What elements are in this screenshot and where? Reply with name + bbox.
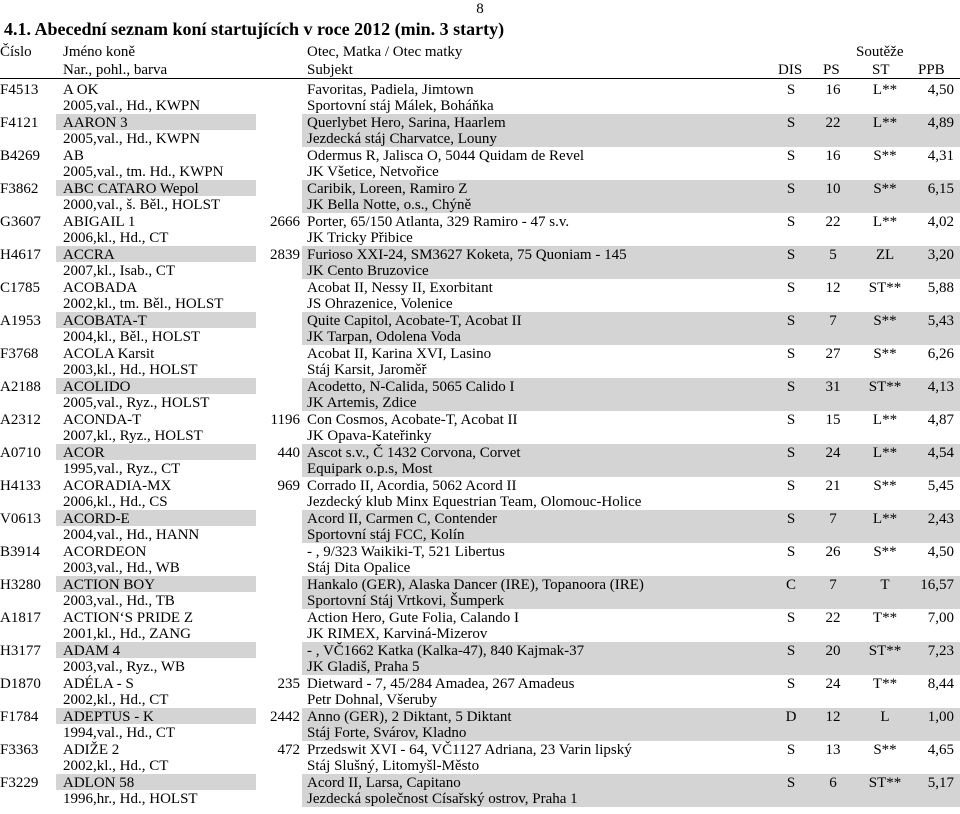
horse-starts: 31 bbox=[825, 379, 841, 395]
horse-code: H4617 bbox=[0, 247, 41, 263]
horse-description: 2005,val., Hd., KWPN bbox=[63, 131, 201, 147]
horse-discipline: S bbox=[786, 412, 796, 428]
horse-description: 2002,kl., Hd., CT bbox=[63, 758, 169, 774]
horse-discipline: D bbox=[785, 709, 797, 725]
horse-number: 472 bbox=[277, 742, 300, 758]
table-row bbox=[0, 279, 960, 312]
header-divider bbox=[0, 78, 960, 79]
horse-discipline: S bbox=[786, 181, 796, 197]
horse-starts: 7 bbox=[829, 313, 837, 329]
horse-ppb: 4,87 bbox=[927, 412, 954, 428]
header-dis: DIS bbox=[778, 62, 803, 78]
horse-subject: Sportovní stáj Málek, Boháňka bbox=[307, 98, 494, 114]
page-title: 4.1. Abecední seznam koní startujících v roce 2012 (min. 3 starty) bbox=[4, 19, 505, 39]
horse-subject: JK Tricky Přibice bbox=[307, 230, 413, 246]
horse-subject: Stáj Karsit, Jaroměř bbox=[307, 362, 427, 378]
horse-description: 2007,kl., Isab., CT bbox=[63, 263, 176, 279]
horse-discipline: S bbox=[786, 148, 796, 164]
table-row bbox=[0, 609, 960, 642]
horse-code: G3607 bbox=[0, 214, 41, 230]
horse-name: ACORADIA-MX bbox=[63, 478, 172, 494]
horse-discipline: S bbox=[786, 379, 796, 395]
table-row bbox=[0, 675, 960, 708]
horse-starts: 21 bbox=[825, 478, 841, 494]
horse-description: 2005,val., tm. Hd., KWPN bbox=[63, 164, 224, 180]
horse-starts: 10 bbox=[825, 181, 841, 197]
horse-subject: JS Ohrazenice, Volenice bbox=[307, 296, 453, 312]
horse-discipline: S bbox=[786, 478, 796, 494]
horse-code: A0710 bbox=[0, 445, 41, 461]
horse-level: S** bbox=[873, 313, 897, 329]
horse-discipline: S bbox=[786, 643, 796, 659]
horse-discipline: S bbox=[786, 775, 796, 791]
horse-discipline: S bbox=[786, 445, 796, 461]
table-row bbox=[0, 378, 960, 411]
horse-ppb: 4,65 bbox=[927, 742, 954, 758]
horse-name: AB bbox=[63, 148, 84, 164]
horse-pedigree: Porter, 65/150 Atlanta, 329 Ramiro - 47 s.v. bbox=[307, 214, 570, 230]
horse-starts: 22 bbox=[825, 610, 841, 626]
horse-level: T bbox=[880, 577, 890, 593]
horse-subject: JK Opava-Kateřinky bbox=[307, 428, 432, 444]
table-row bbox=[0, 543, 960, 576]
header-otec: Otec, Matka / Otec matky bbox=[307, 44, 463, 60]
horse-number: 1196 bbox=[270, 412, 300, 428]
horse-pedigree: Hankalo (GER), Alaska Dancer (IRE), Topanoora (IRE) bbox=[307, 577, 644, 593]
horse-pedigree: Furioso XXI-24, SM3627 Koketa, 75 Quoniam - 145 bbox=[307, 247, 627, 263]
horse-starts: 6 bbox=[829, 775, 837, 791]
horse-level: L** bbox=[872, 511, 898, 527]
horse-pedigree: Con Cosmos, Acobate-T, Acobat II bbox=[307, 412, 518, 428]
table-row bbox=[0, 345, 960, 378]
table-row bbox=[0, 708, 960, 741]
horse-pedigree: Acord II, Larsa, Capitano bbox=[307, 775, 461, 791]
horse-description: 2006,kl., Hd., CT bbox=[63, 230, 169, 246]
horse-subject: Jezdecká stáj Charvatce, Louny bbox=[307, 131, 497, 147]
horse-discipline: S bbox=[786, 742, 796, 758]
horse-description: 2002,kl., Hd., CT bbox=[63, 692, 169, 708]
horse-starts: 16 bbox=[825, 82, 841, 98]
horse-name: A OK bbox=[63, 82, 99, 98]
horse-subject: Sportovní Stáj Vrtkovi, Šumperk bbox=[307, 593, 505, 609]
table-row bbox=[0, 477, 960, 510]
horse-ppb: 5,43 bbox=[927, 313, 954, 329]
horse-description: 2003,val., Ryz., WB bbox=[63, 659, 186, 675]
horse-subject: Jezdecký klub Minx Equestrian Team, Olomouc-Holice bbox=[307, 494, 642, 510]
horse-subject: Sportovní stáj FCC, Kolín bbox=[307, 527, 465, 543]
horse-code: H3177 bbox=[0, 643, 41, 659]
horse-code: C1785 bbox=[0, 280, 41, 296]
horse-level: T** bbox=[872, 676, 898, 692]
horse-level: ZL bbox=[875, 247, 895, 263]
horse-pedigree: Anno (GER), 2 Diktant, 5 Diktant bbox=[307, 709, 512, 725]
horse-level: S** bbox=[873, 181, 897, 197]
horse-pedigree: Action Hero, Gute Folia, Calando I bbox=[307, 610, 520, 626]
horse-level: S** bbox=[873, 742, 897, 758]
horse-pedigree: Quite Capitol, Acobate-T, Acobat II bbox=[307, 313, 522, 329]
header-soutez: Soutěže bbox=[856, 44, 904, 60]
horse-starts: 24 bbox=[825, 445, 841, 461]
horse-name: ACOBADA bbox=[63, 280, 138, 296]
horse-code: A1817 bbox=[0, 610, 41, 626]
header-st: ST bbox=[872, 62, 890, 78]
horse-level: T** bbox=[872, 610, 898, 626]
table-row bbox=[0, 576, 960, 609]
horse-subject: JK Tarpan, Odolena Voda bbox=[307, 329, 461, 345]
table-row bbox=[0, 774, 960, 807]
horse-name: ACOR bbox=[63, 445, 105, 461]
horse-ppb: 2,43 bbox=[927, 511, 954, 527]
horse-pedigree: Przedswit XVI - 64, VČ1127 Adriana, 23 Varin lipský bbox=[307, 742, 632, 758]
horse-ppb: 6,26 bbox=[927, 346, 954, 362]
horse-ppb: 6,15 bbox=[927, 181, 954, 197]
header-jmeno: Jméno koně bbox=[63, 44, 136, 60]
header-subjekt: Subjekt bbox=[307, 62, 353, 78]
horse-ppb: 4,50 bbox=[927, 82, 954, 98]
horse-starts: 24 bbox=[825, 676, 841, 692]
table-row bbox=[0, 147, 960, 180]
horse-description: 2000,val., š. Běl., HOLST bbox=[63, 197, 221, 213]
horse-description: 2003,val., Hd., WB bbox=[63, 560, 180, 576]
horse-ppb: 7,23 bbox=[927, 643, 954, 659]
horse-pedigree: - , VČ1662 Katka (Kalka-47), 840 Kajmak-37 bbox=[307, 643, 585, 659]
horse-code: F3768 bbox=[0, 346, 39, 362]
horse-pedigree: Querlybet Hero, Sarina, Haarlem bbox=[307, 115, 506, 131]
horse-subject: JK Artemis, Zdice bbox=[307, 395, 417, 411]
horse-code: H3280 bbox=[0, 577, 41, 593]
horse-name: ADIŽE 2 bbox=[63, 742, 120, 758]
horse-starts: 16 bbox=[825, 148, 841, 164]
horse-code: D1870 bbox=[0, 676, 41, 692]
horse-discipline: C bbox=[785, 577, 796, 593]
horse-code: F3363 bbox=[0, 742, 39, 758]
horse-subject: Stáj Slušný, Litomyšl-Město bbox=[307, 758, 480, 774]
horse-ppb: 5,88 bbox=[927, 280, 954, 296]
horse-name: ACTION BOY bbox=[63, 577, 156, 593]
horse-starts: 20 bbox=[825, 643, 841, 659]
horse-name: ADÉLA - S bbox=[63, 676, 134, 692]
horse-ppb: 4,50 bbox=[927, 544, 954, 560]
horse-starts: 27 bbox=[825, 346, 841, 362]
horse-number: 2666 bbox=[270, 214, 300, 230]
horse-ppb: 4,89 bbox=[927, 115, 954, 131]
horse-ppb: 1,00 bbox=[927, 709, 954, 725]
horse-subject: Stáj Dita Opalice bbox=[307, 560, 411, 576]
horse-discipline: S bbox=[786, 610, 796, 626]
horse-code: A2312 bbox=[0, 412, 41, 428]
horse-ppb: 8,44 bbox=[927, 676, 954, 692]
horse-discipline: S bbox=[786, 544, 796, 560]
horse-level: ST** bbox=[868, 379, 902, 395]
horse-name: ACCRA bbox=[63, 247, 115, 263]
horse-pedigree: Ascot s.v., Č 1432 Corvona, Corvet bbox=[307, 445, 521, 461]
header-ppb: PPB bbox=[918, 62, 945, 78]
table-row bbox=[0, 180, 960, 213]
horse-level: S** bbox=[873, 148, 897, 164]
horse-pedigree: - , 9/323 Waikiki-T, 521 Libertus bbox=[307, 544, 505, 560]
horse-name: AARON 3 bbox=[63, 115, 128, 131]
horse-name: ACONDA-T bbox=[63, 412, 142, 428]
horse-name: ACORDEON bbox=[63, 544, 147, 560]
horse-description: 1995,val., Ryz., CT bbox=[63, 461, 181, 477]
horse-name: ABIGAIL 1 bbox=[63, 214, 136, 230]
horse-discipline: S bbox=[786, 511, 796, 527]
horse-starts: 22 bbox=[825, 115, 841, 131]
horse-description: 2004,val., Hd., HANN bbox=[63, 527, 200, 543]
table-row bbox=[0, 312, 960, 345]
horse-ppb: 5,17 bbox=[927, 775, 954, 791]
horse-ppb: 4,02 bbox=[927, 214, 954, 230]
horse-pedigree: Corrado II, Acordia, 5062 Acord II bbox=[307, 478, 517, 494]
horse-discipline: S bbox=[786, 676, 796, 692]
horse-pedigree: Acord II, Carmen C, Contender bbox=[307, 511, 497, 527]
horse-number: 235 bbox=[277, 676, 300, 692]
horse-ppb: 5,45 bbox=[927, 478, 954, 494]
horse-level: L** bbox=[872, 115, 898, 131]
horse-pedigree: Odermus R, Jalisca O, 5044 Quidam de Revel bbox=[307, 148, 585, 164]
horse-starts: 12 bbox=[825, 709, 841, 725]
horse-code: B3914 bbox=[0, 544, 41, 560]
horse-starts: 15 bbox=[825, 412, 841, 428]
table-row bbox=[0, 411, 960, 444]
horse-name: ACOLIDO bbox=[63, 379, 131, 395]
table-row bbox=[0, 213, 960, 246]
horse-pedigree: Acodetto, N-Calida, 5065 Calido I bbox=[307, 379, 515, 395]
horse-discipline: S bbox=[786, 280, 796, 296]
horse-code: F4121 bbox=[0, 115, 39, 131]
horse-discipline: S bbox=[786, 115, 796, 131]
horse-name: ACOLA Karsit bbox=[63, 346, 155, 362]
horse-ppb: 4,54 bbox=[927, 445, 954, 461]
horse-code: A2188 bbox=[0, 379, 41, 395]
horse-level: L bbox=[880, 709, 890, 725]
horse-description: 2005,val., Ryz., HOLST bbox=[63, 395, 210, 411]
horse-name: ADEPTUS - K bbox=[63, 709, 154, 725]
horse-starts: 5 bbox=[829, 247, 837, 263]
horse-starts: 12 bbox=[825, 280, 841, 296]
horse-subject: JK Cento Bruzovice bbox=[307, 263, 429, 279]
horse-code: F3229 bbox=[0, 775, 39, 791]
horse-discipline: S bbox=[786, 247, 796, 263]
horse-subject: JK Gladiš, Praha 5 bbox=[307, 659, 420, 675]
horse-number: 440 bbox=[277, 445, 300, 461]
horse-pedigree: Favoritas, Padiela, Jimtown bbox=[307, 82, 474, 98]
horse-number: 2442 bbox=[270, 709, 300, 725]
horse-ppb: 4,31 bbox=[927, 148, 954, 164]
horse-starts: 26 bbox=[825, 544, 841, 560]
horse-starts: 7 bbox=[829, 577, 837, 593]
horse-starts: 7 bbox=[829, 511, 837, 527]
horse-name: ADLON 58 bbox=[63, 775, 135, 791]
horse-starts: 13 bbox=[825, 742, 841, 758]
horse-pedigree: Acobat II, Karina XVI, Lasino bbox=[307, 346, 492, 362]
horse-subject: Jezdecká společnost Císařský ostrov, Praha 1 bbox=[307, 791, 578, 807]
horse-level: S** bbox=[873, 544, 897, 560]
horse-ppb: 7,00 bbox=[927, 610, 954, 626]
horse-level: L** bbox=[872, 214, 898, 230]
horse-level: ST** bbox=[868, 280, 902, 296]
horse-description: 2007,kl., Ryz., HOLST bbox=[63, 428, 203, 444]
horse-name: ADAM 4 bbox=[63, 643, 121, 659]
horse-description: 2004,kl., Běl., HOLST bbox=[63, 329, 201, 345]
horse-description: 2005,val., Hd., KWPN bbox=[63, 98, 201, 114]
horse-subject: Equipark o.p.s, Most bbox=[307, 461, 433, 477]
horse-code: V0613 bbox=[0, 511, 41, 527]
header-ps: PS bbox=[823, 62, 840, 78]
horse-ppb: 3,20 bbox=[927, 247, 954, 263]
horse-name: ACOBATA-T bbox=[63, 313, 147, 329]
horse-pedigree: Caribik, Loreen, Ramiro Z bbox=[307, 181, 468, 197]
horse-discipline: S bbox=[786, 214, 796, 230]
horse-subject: JK Bella Notte, o.s., Chýně bbox=[307, 197, 472, 213]
horse-discipline: S bbox=[786, 346, 796, 362]
horse-description: 2006,kl., Hd., CS bbox=[63, 494, 168, 510]
header-cislo: Číslo bbox=[0, 44, 32, 60]
horse-starts: 22 bbox=[825, 214, 841, 230]
horse-level: ST** bbox=[868, 775, 902, 791]
horse-description: 1994,val., Hd., CT bbox=[63, 725, 176, 741]
horse-discipline: S bbox=[786, 82, 796, 98]
horse-level: ST** bbox=[868, 643, 902, 659]
horse-pedigree: Dietward - 7, 45/284 Amadea, 267 Amadeus bbox=[307, 676, 575, 692]
table-row bbox=[0, 642, 960, 675]
horse-level: L** bbox=[872, 412, 898, 428]
horse-number: 969 bbox=[277, 478, 300, 494]
horse-subject: JK RIMEX, Karviná-Mizerov bbox=[307, 626, 488, 642]
horse-description: 2003,val., Hd., TB bbox=[63, 593, 175, 609]
page-number: 8 bbox=[476, 1, 484, 17]
table-row bbox=[0, 741, 960, 774]
horse-code: A1953 bbox=[0, 313, 41, 329]
table-row bbox=[0, 114, 960, 147]
horse-level: L** bbox=[872, 445, 898, 461]
horse-level: L** bbox=[872, 82, 898, 98]
horse-code: F1784 bbox=[0, 709, 39, 725]
horse-level: S** bbox=[873, 346, 897, 362]
horse-pedigree: Acobat II, Nessy II, Exorbitant bbox=[307, 280, 493, 296]
horse-description: 1996,hr., Hd., HOLST bbox=[63, 791, 198, 807]
horse-ppb: 4,13 bbox=[927, 379, 954, 395]
horse-subject: Petr Dohnal, Všeruby bbox=[307, 692, 438, 708]
header-nar: Nar., pohl., barva bbox=[63, 62, 168, 78]
table-row bbox=[0, 510, 960, 543]
horse-discipline: S bbox=[786, 313, 796, 329]
horse-name: ACORD-E bbox=[63, 511, 130, 527]
horse-description: 2003,kl., Hd., HOLST bbox=[63, 362, 198, 378]
horse-level: S** bbox=[873, 478, 897, 494]
table-row bbox=[0, 246, 960, 279]
horse-subject: JK Všetice, Netvořice bbox=[307, 164, 439, 180]
horse-description: 2002,kl., tm. Běl., HOLST bbox=[63, 296, 224, 312]
horse-name: ABC CATARO Wepol bbox=[63, 181, 199, 197]
horse-ppb: 16,57 bbox=[920, 577, 954, 593]
horse-number: 2839 bbox=[270, 247, 300, 263]
table-row bbox=[0, 444, 960, 477]
horse-description: 2001,kl., Hd., ZANG bbox=[63, 626, 191, 642]
horse-subject: Stáj Forte, Svárov, Kladno bbox=[307, 725, 467, 741]
horse-code: B4269 bbox=[0, 148, 41, 164]
table-row bbox=[0, 81, 960, 114]
horse-code: F3862 bbox=[0, 181, 39, 197]
horse-table bbox=[0, 81, 960, 807]
horse-name: ACTION‘S PRIDE Z bbox=[63, 610, 193, 626]
horse-code: H4133 bbox=[0, 478, 41, 494]
horse-code: F4513 bbox=[0, 82, 39, 98]
